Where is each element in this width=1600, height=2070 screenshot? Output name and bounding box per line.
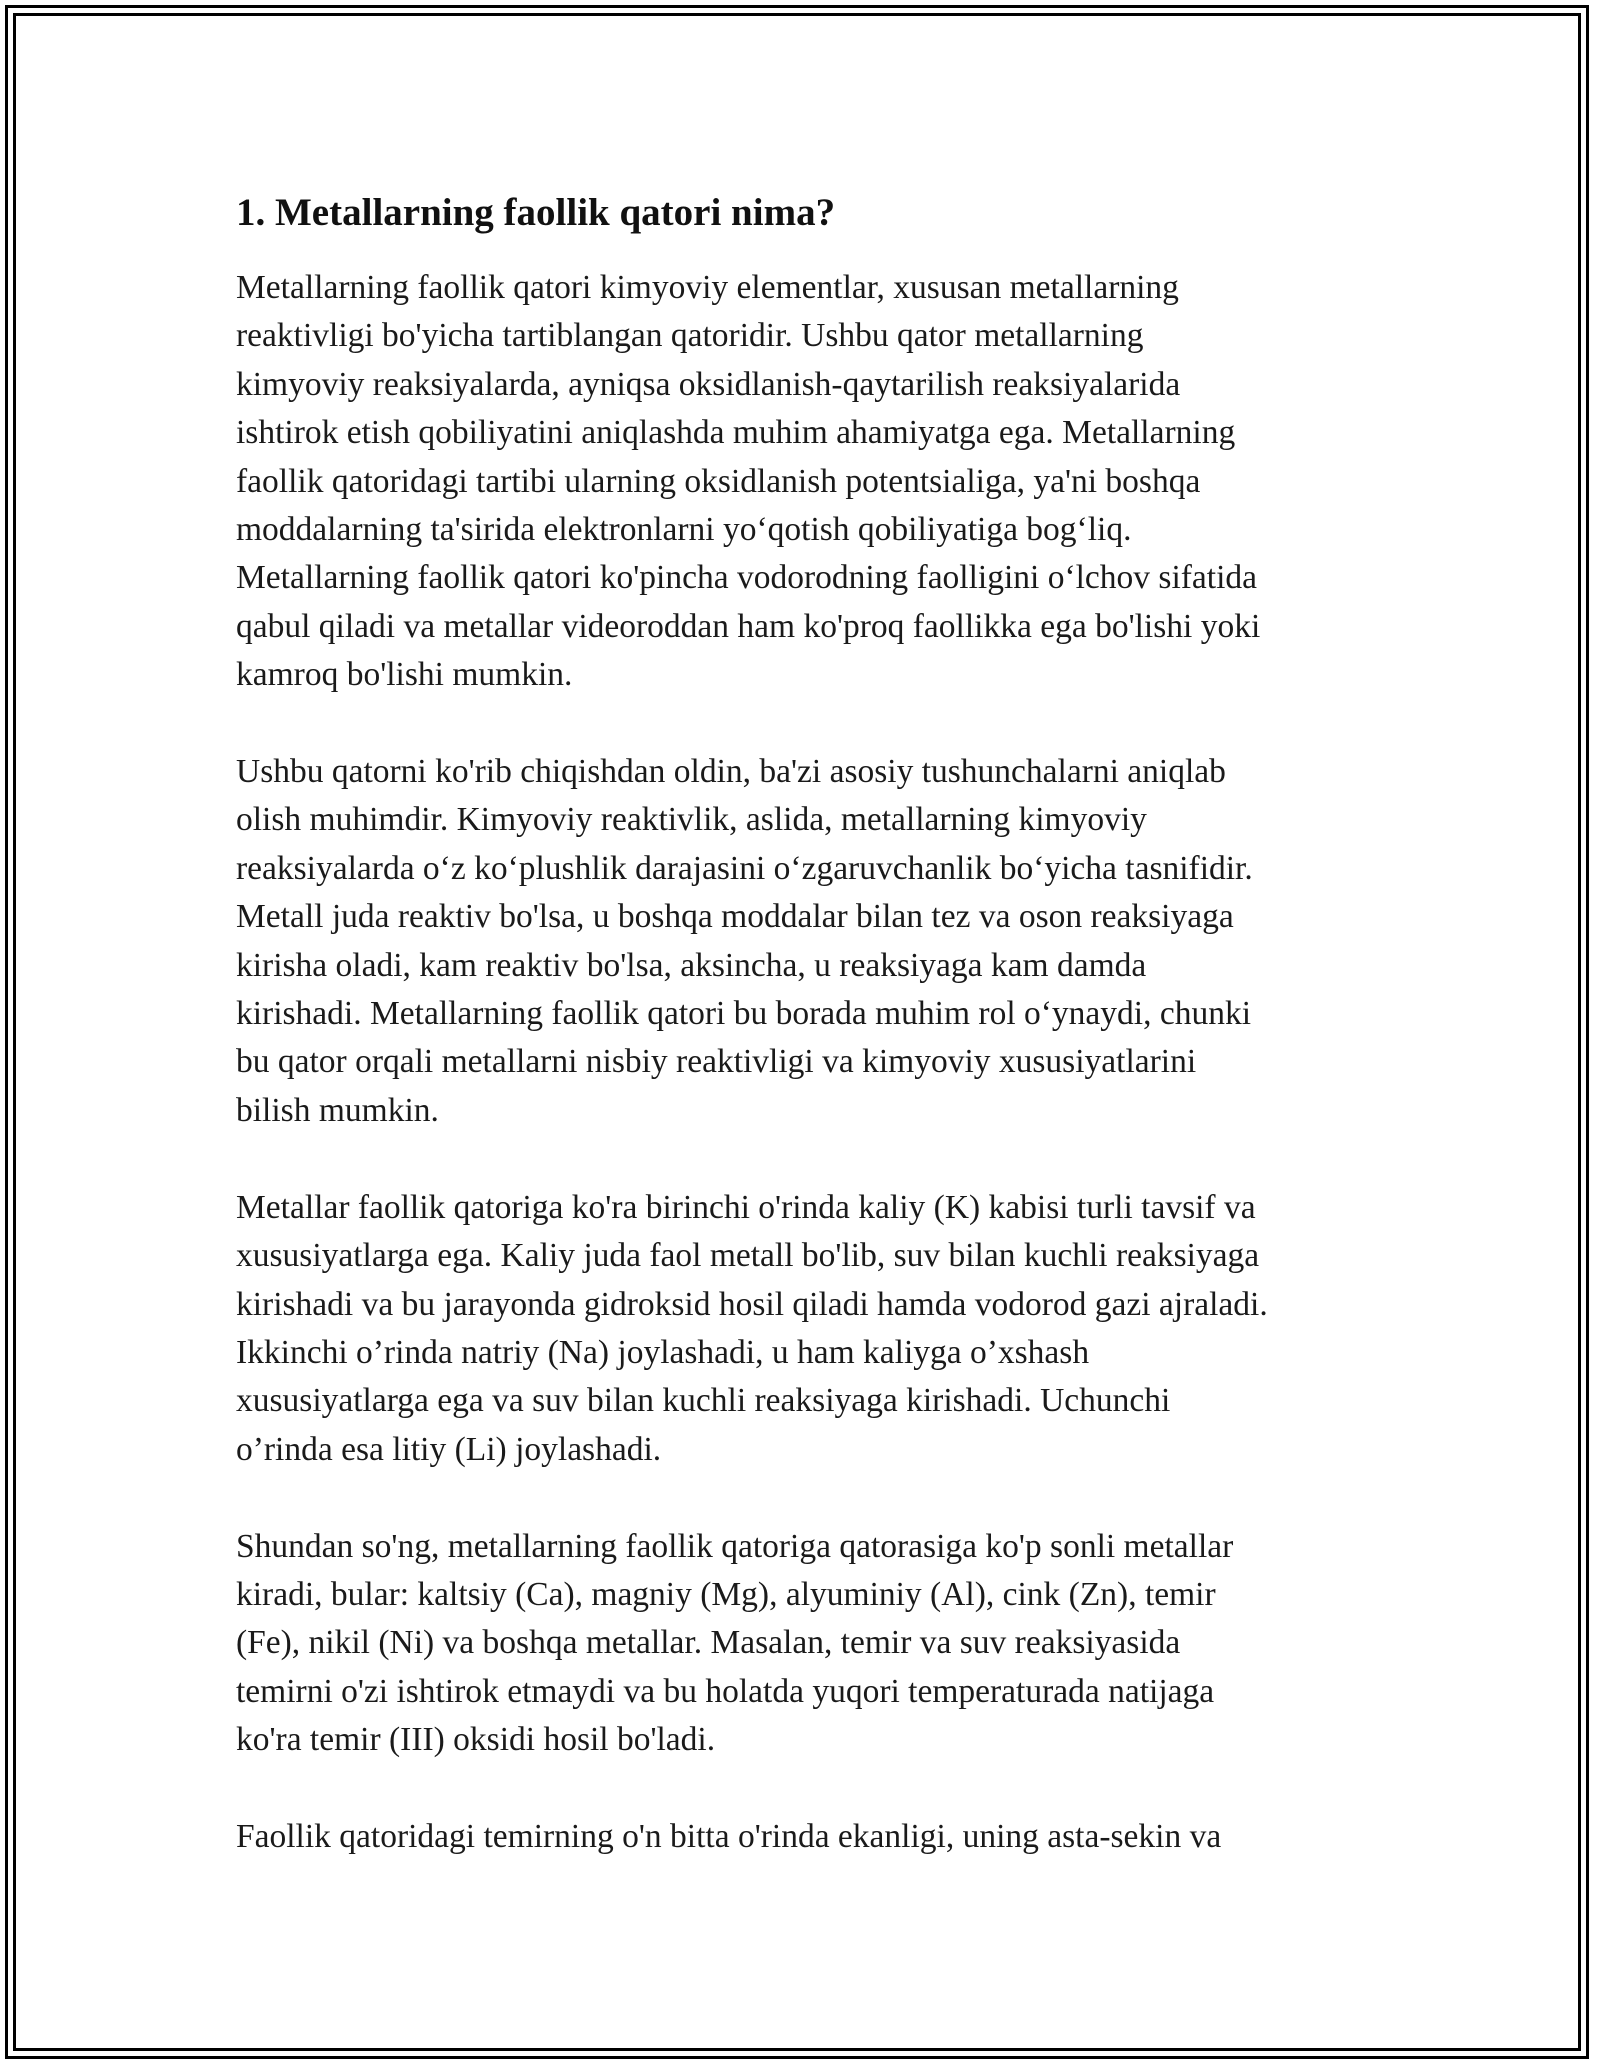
paragraph-line: Ushbu qatorni ko'rib chiqishdan oldin, ba'zi asosiy tushunchalarni aniqlab (236, 753, 1226, 791)
paragraph-line: (Fe), nikil (Ni) va boshqa metallar. Masalan, temir va suv reaksiyasida (236, 1624, 1181, 1662)
body-paragraph (236, 748, 1376, 1135)
document-body (236, 184, 1376, 1910)
paragraph-line: Metallarning faollik qatori kimyoviy elementlar, xususan metallarning (236, 269, 1179, 306)
paragraph-line: xususiyatlarga ega. Kaliy juda faol metall bo'lib, suv bilan kuchli reaksiyaga (236, 1237, 1260, 1275)
paragraph-line: Metall juda reaktiv bo'lsa, u boshqa moddalar bilan tez va oson reaksiyaga (236, 898, 1234, 936)
body-paragraph (236, 1184, 1376, 1474)
paragraph-line: qabul qiladi va metallar videoroddan ham ko'proq faollikka ega bo'lishi yoki (236, 607, 1261, 645)
paragraph-line: o’rinda esa litiy (Li) joylashadi. (236, 1430, 662, 1468)
paragraph-line: Metallar faollik qatoriga ko'ra birinchi o'rinda kaliy (K) kabisi turli tavsif va (236, 1188, 1256, 1226)
paragraph-line: kirishadi. Metallarning faollik qatori bu borada muhim rol o‘ynaydi, chunki (236, 995, 1252, 1033)
paragraph-line: xususiyatlarga ega va suv bilan kuchli reaksiyaga kirishadi. Uchunchi (236, 1382, 1171, 1420)
paragraph-line: kiradi, bular: kaltsiy (Ca), magniy (Mg), alyuminiy (Al), cink (Zn), temir (236, 1575, 1216, 1613)
paragraph-line: bilish mumkin. (236, 1091, 439, 1129)
paragraph-line: ko'ra temir (III) oksidi hosil bo'ladi. (236, 1721, 716, 1759)
paragraph-line: Faollik qatoridagi temirning o'n bitta o'rinda ekanligi, uning asta-sekin va (236, 1817, 1222, 1855)
section-heading: 1. Metallarning faollik qatori nima? (236, 191, 836, 234)
paragraph-line: kimyoviy reaksiyalarda, ayniqsa oksidlanish-qaytarilish reaksiyalarida (236, 365, 1181, 403)
body-paragraph (236, 1523, 1376, 1765)
paragraph-line: reaksiyalarda o‘z ko‘plushlik darajasini o‘zgaruvchanlik bo‘yicha tasnifidir. (236, 849, 1253, 887)
paragraph-line: bu qator orqali metallarni nisbiy reaktivligi va kimyoviy xususiyatlarini (236, 1043, 1197, 1081)
body-paragraph (236, 264, 1376, 700)
paragraph-list (236, 264, 1376, 1861)
paragraph-line: ishtirok etish qobiliyatini aniqlashda muhim ahamiyatga ega. Metallarning (236, 414, 1236, 452)
paragraph-line: Metallarning faollik qatori ko'pincha vodorodning faolligini o‘lchov sifatida (236, 559, 1258, 597)
paragraph-line: reaktivligi bo'yicha tartiblangan qatoridir. Ushbu qator metallarning (236, 317, 1144, 355)
body-paragraph (236, 1813, 1376, 1861)
paragraph-line: temirni o'zi ishtirok etmaydi va bu holatda yuqori temperaturada natijaga (236, 1672, 1215, 1710)
paragraph-line: kamroq bo'lishi mumkin. (236, 656, 573, 694)
paragraph-line: kirishadi va bu jarayonda gidroksid hosil qiladi hamda vodorod gazi ajraladi. (236, 1285, 1268, 1323)
paragraph-line: faollik qatoridagi tartibi ularning oksidlanish potentsialiga, ya'ni boshqa (236, 462, 1201, 500)
paragraph-line: olish muhimdir. Kimyoviy reaktivlik, aslida, metallarning kimyoviy (236, 801, 1147, 839)
paragraph-line: moddalarning ta'sirida elektronlarni yo‘qotish qobiliyatiga bog‘liq. (236, 511, 1132, 549)
paragraph-line: Shundan so'ng, metallarning faollik qatoriga qatorasiga ko'p sonli metallar (236, 1527, 1234, 1565)
paragraph-line: Ikkinchi o’rinda natriy (Na) joylashadi, u ham kaliyga o’xshash (236, 1333, 1090, 1371)
paragraph-line: kirisha oladi, kam reaktiv bo'lsa, aksincha, u reaksiyaga kam damda (236, 946, 1147, 984)
